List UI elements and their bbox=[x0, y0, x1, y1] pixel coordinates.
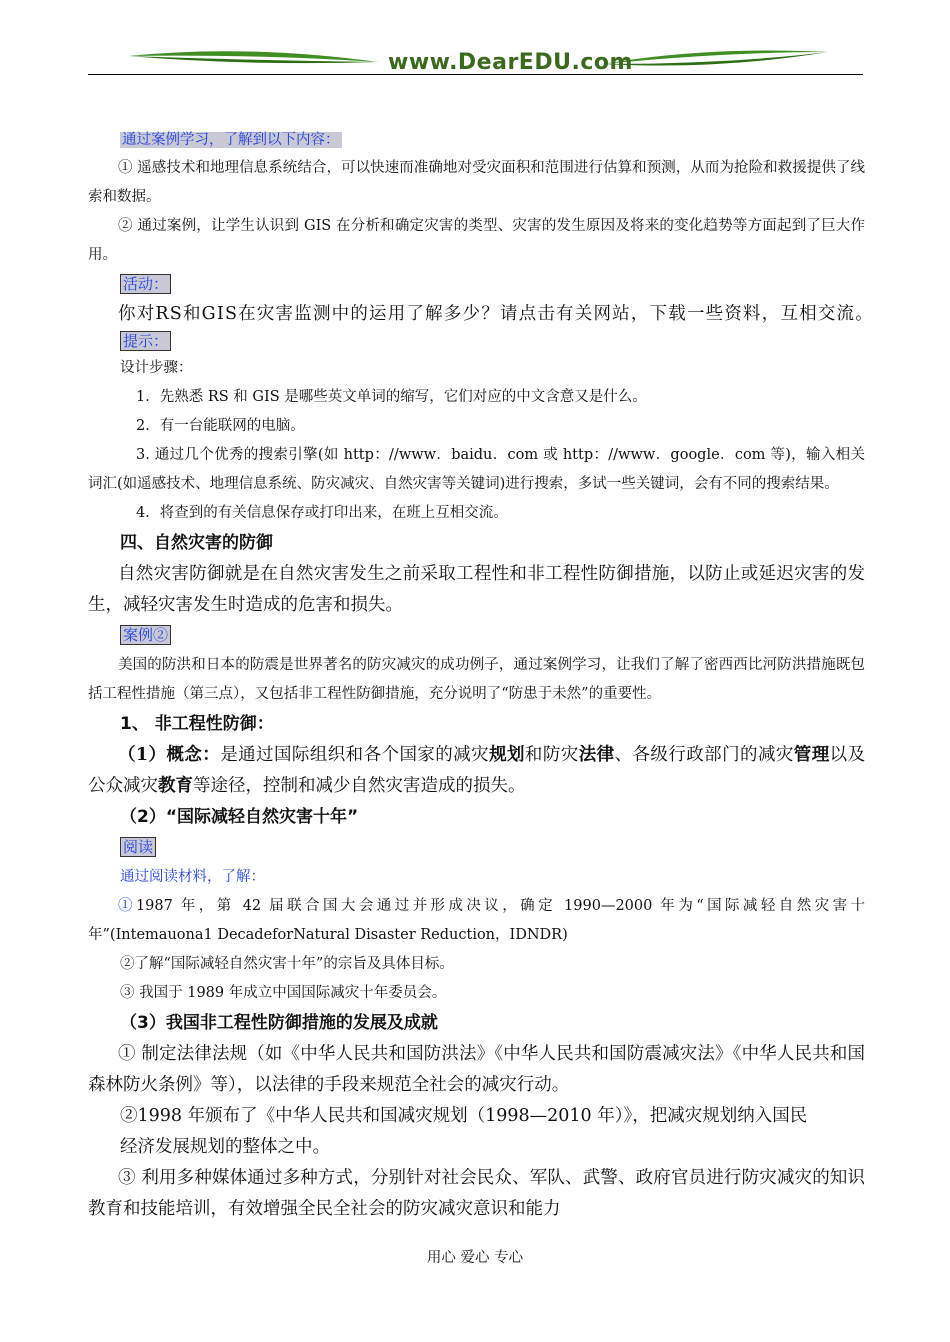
hint-label: 提示： bbox=[120, 331, 171, 351]
header-rule bbox=[88, 74, 863, 75]
intro-item-2: ② 通过案例，让学生认识到 GIS 在分析和确定灾害的类型、灾害的发生原因及将来的变化趋势等方面起到了巨大作用。 bbox=[88, 218, 865, 263]
subsection-3-title: （3）我国非工程性防御措施的发展及成就 bbox=[120, 1013, 438, 1033]
measure-3: ③ 利用多种媒体通过多种方式，分别针对社会民众、军队、武警、政府官员进行防灾减灾的知识教育和技能培训，有效增强全民全社会的防灾减灾意识和能力 bbox=[88, 1168, 865, 1219]
subsection-1-title: 1、 非工程性防御： bbox=[120, 714, 274, 734]
concept-lead: （1）概念： bbox=[118, 745, 221, 765]
concept-text-4: 以及公众减灾 bbox=[88, 745, 866, 796]
intro-item-1: ① 遥感技术和地理信息系统结合，可以快速而准确地对受灾面积和范围进行估算和预测，从而为抢险和救援提供了线索和数据。 bbox=[88, 160, 865, 205]
concept-keyword-manage: 管理 bbox=[793, 745, 830, 765]
measure-1: ① 制定法律法规（如《中华人民共和国防洪法》《中华人民共和国防震减灾法》《中华人民共和国森林防火条例》等），以法律的手段来规范全社会的减灾行动。 bbox=[88, 1044, 865, 1095]
activity-label: 活动： bbox=[120, 274, 171, 294]
reading-label: 阅读 bbox=[120, 837, 156, 857]
page-header bbox=[88, 40, 863, 80]
concept-keyword-plan: 规划 bbox=[489, 745, 525, 765]
case-2-label-line bbox=[88, 621, 865, 651]
activity-text: 你对RS和GIS在灾害监测中的运用了解多少？请点击有关网站，下载一些资料，互相交流。 bbox=[118, 304, 874, 324]
main-content bbox=[88, 126, 874, 1225]
step-2: 2．有一台能联网的电脑。 bbox=[136, 418, 305, 434]
reading-intro: 通过阅读材料，了解： bbox=[120, 869, 265, 885]
concept-text-5: 等途径，控制和减少自然灾害造成的损失。 bbox=[193, 776, 526, 796]
concept-keyword-law: 法律 bbox=[578, 745, 615, 765]
page-footer: 用心 爱心 专心 bbox=[426, 1250, 524, 1266]
activity-label-line bbox=[88, 272, 865, 298]
concept-paragraph bbox=[88, 740, 865, 802]
hint-label-line bbox=[88, 330, 865, 354]
measure-2a: ②1998 年颁布了《中华人民共和国减灾规划（1998—2010 年）》，把减灾规划纳入国民 bbox=[120, 1106, 808, 1126]
section-4-text: 自然灾害防御就是在自然灾害发生之前采取工程性和非工程性防御措施，以防止或延迟灾害的发生，减轻灾害发生时造成的危害和损失。 bbox=[88, 564, 865, 615]
reading-item-1-text: 1987 年，第 42 届联合国大会通过并形成决议，确定 1990—2000 年为“国际减轻自然灾害十年”(Intemauona1 DecadeforNatural Disaster Reduction，IDNDR) bbox=[88, 898, 865, 943]
subsection-2-title: （2）“国际减轻自然灾害十年” bbox=[120, 807, 359, 827]
reading-item-1-mark: ① bbox=[118, 898, 136, 914]
case-2-text: 美国的防洪和日本的防震是世界著名的防灾减灾的成功例子，通过案例学习，让我们了解了密西西比河防洪措施既包括工程性措施（第三点），又包括非工程性防御措施，充分说明了“防患于未然”的重要性。 bbox=[88, 657, 865, 702]
step-4: 4．将查到的有关信息保存或打印出来，在班上互相交流。 bbox=[136, 505, 508, 521]
case-2-label: 案例② bbox=[120, 625, 171, 645]
reading-item-3: ③ 我国于 1989 年成立中国国际减灾十年委员会。 bbox=[120, 985, 447, 1001]
concept-keyword-edu: 教育 bbox=[158, 776, 193, 796]
concept-text-2: 和防灾 bbox=[524, 745, 579, 765]
intro-label-line bbox=[88, 126, 865, 154]
site-logo-text[interactable]: www.DearEDU.com bbox=[388, 50, 633, 75]
design-steps-title: 设计步骤： bbox=[120, 360, 193, 376]
section-4-title: 四、自然灾害的防御 bbox=[120, 533, 273, 553]
step-1: 1．先熟悉 RS 和 GIS 是哪些英文单词的缩写，它们对应的中文含意又是什么。 bbox=[136, 389, 647, 405]
reading-item-1 bbox=[88, 892, 865, 950]
intro-label: 通过案例学习，了解到以下内容： bbox=[122, 132, 340, 148]
concept-text-1: 是通过国际组织和各个国家的减灾 bbox=[220, 745, 490, 765]
reading-label-line bbox=[88, 833, 865, 863]
step-3: 3. 通过几个优秀的搜索引擎(如 http：//www．baidu．com 或 http：//www．google．com 等)，输入相关词汇(如遥感技术、地理信息系统、防灾减灾、自然灾害等关键词)进行搜索，多试一些关键词，会有不同的搜索结果。 bbox=[88, 447, 865, 492]
reading-item-2: ②了解“国际减轻自然灾害十年”的宗旨及具体目标。 bbox=[120, 956, 454, 972]
concept-text-3: 、各级行政部门的减灾 bbox=[614, 745, 794, 765]
measure-2b: 经济发展规划的整体之中。 bbox=[120, 1137, 330, 1157]
